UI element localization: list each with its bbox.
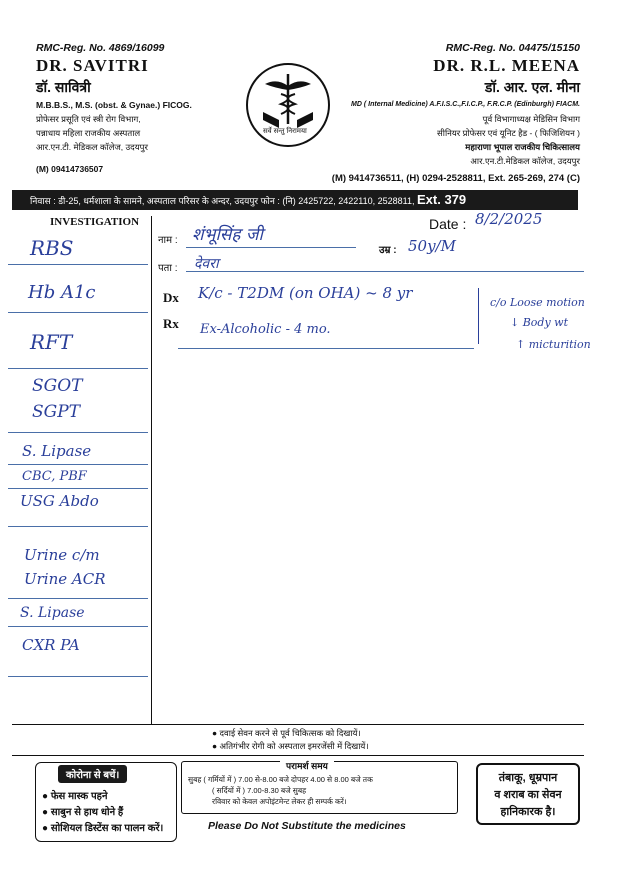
investigation-item: RBS — [30, 236, 74, 260]
patient-name: शंभूसिंह जी — [192, 225, 263, 245]
logo-motto: सर्वे सन्तु निरामया — [263, 128, 307, 135]
tobacco-line: व शराब का सेवन — [494, 789, 562, 801]
tobacco-text — [478, 765, 578, 821]
address-bar — [12, 190, 578, 210]
left-doctor-name: DR. SAVITRI — [36, 56, 149, 75]
address-text: निवास : डी-25, धर्मशाला के सामने, अस्पताल परिसर के अन्दर, उदयपुर फोन : (नि) 2425722, 2422110, 2528811, — [30, 196, 415, 206]
investigation-item: CXR PA — [22, 636, 80, 654]
investigation-rule — [8, 526, 148, 527]
name-underline — [186, 247, 356, 248]
no-substitute-note: Please Do Not Substitute the medicines — [208, 820, 406, 832]
corona-item: ● फेस मास्क पहने — [42, 791, 108, 802]
consult-line: रविवार को केवल अपोइंटमेन्ट लेकर ही सम्पर्क करें। — [212, 797, 347, 806]
investigation-item: Hb A1c — [28, 282, 96, 303]
corona-list — [42, 789, 163, 837]
tobacco-line: तंबाकू, धूम्रपान — [498, 772, 558, 784]
diagnosis-line: K/c - T2DM (on OHA) ~ 8 yr — [198, 284, 413, 302]
investigation-rule — [8, 432, 148, 433]
investigation-rule — [8, 598, 148, 599]
left-doctor-name-hindi: डॉ. सावित्री — [36, 79, 91, 95]
visit-date: 8/2/2025 — [475, 210, 543, 228]
right-doctor-name-hindi: डॉ. आर. एल. मीना — [484, 79, 580, 95]
left-doctor-line1: प्रोफेसर प्रसूति एवं स्त्री रोग विभाग, — [36, 114, 141, 124]
tobacco-line: हानिकारक है। — [500, 806, 556, 818]
right-doctor-degrees: MD ( Internal Medicine) A.F.I.S.C.,F.I.C.P., F.R.C.P. (Edinburgh) FIACM. — [351, 101, 580, 108]
footer-separator — [12, 724, 584, 725]
note-show-doctor-text: दवाई सेवन करने से पूर्व चिकित्सक को दिखायें। — [219, 728, 361, 738]
right-doctor-phones: (M) 9414736511, (H) 0294-2528811, Ext. 265-269, 274 (C) — [331, 173, 580, 184]
right-doctor-name: DR. R.L. MEENA — [433, 56, 580, 75]
right-reg-number: RMC-Reg. No. 04475/15150 — [445, 42, 580, 54]
consult-lines — [188, 774, 373, 807]
patient-address: देवरा — [194, 256, 219, 272]
complaint-bracket — [478, 288, 479, 344]
date-label: Date : — [429, 216, 467, 232]
investigation-rule — [8, 464, 148, 465]
investigation-rule — [8, 368, 148, 369]
age-label: उम्र : — [379, 245, 397, 256]
investigation-item: CBC, PBF — [22, 469, 87, 484]
investigation-item: S. Lipase — [20, 605, 85, 621]
investigation-rule — [8, 264, 148, 265]
note-emergency: ● अतिगंभीर रोगी को अस्पताल इमरजेंसी में दिखायें। — [212, 741, 369, 751]
right-doctor-line1: पूर्व विभागाध्यक्ष मेडिसिन विभाग — [482, 114, 580, 124]
right-doctor-line4: आर.एन.टी.मेडिकल कॉलेज, उदयपुर — [470, 156, 580, 166]
consult-title: परामर्श समय — [280, 759, 334, 772]
investigation-item: SGOT — [32, 376, 83, 396]
investigation-item: S. Lipase — [22, 442, 92, 460]
rx-symbol: Rx — [163, 316, 179, 331]
investigation-heading: INVESTIGATION — [50, 216, 140, 228]
investigation-rule — [8, 626, 148, 627]
complaint-loose-motion: c/o Loose motion — [490, 296, 585, 309]
right-doctor-line3: महाराणा भूपाल राजकीय चिकित्सालय — [465, 142, 580, 152]
patient-age: 50y/M — [408, 237, 456, 255]
left-doctor-degrees: M.B.B.S., M.S. (obst. & Gynae.) FICOG. — [36, 100, 192, 110]
investigation-rule — [8, 312, 148, 313]
tobacco-warning-box — [476, 763, 580, 825]
investigation-rule — [8, 676, 148, 677]
consultation-timing-box — [181, 761, 458, 814]
column-divider — [151, 216, 152, 724]
left-doctor-line3: आर.एन.टी. मेडिकल कॉलेज, उदयपुर — [36, 142, 148, 152]
dx-symbol: Dx — [163, 290, 179, 305]
consult-line: सुबह ( गर्मियों में ) 7.00 से-8.00 बजे दोपहर 4.00 से 8.00 बजे तक — [188, 775, 373, 784]
investigation-item: Urine ACR — [24, 570, 106, 588]
right-doctor-line2: सीनियर प्रोफेसर एवं यूनिट हैड - ( फिजिशियन ) — [437, 128, 580, 138]
left-doctor-mobile: (M) 09414736507 — [36, 164, 104, 174]
consult-line: ( सर्दियों में ) 7.00-8.30 बजे सुबह — [212, 786, 307, 795]
corona-title: कोरोना से बचें। — [58, 765, 127, 783]
name-label: नाम : — [158, 235, 178, 246]
address-ext: Ext. 379 — [417, 192, 467, 207]
complaint-body-weight: ↓ Body wt — [510, 316, 569, 329]
investigation-item: RFT — [30, 330, 73, 354]
investigation-rule — [8, 488, 148, 489]
left-doctor-line2: पन्नाधाय महिला राजकीय अस्पताल — [36, 128, 141, 138]
footer-separator — [12, 755, 584, 756]
address-label: पता : — [158, 263, 178, 274]
investigation-item: SGPT — [32, 402, 81, 422]
complaint-micturition: ↑ micturition — [516, 338, 591, 351]
investigation-item: USG Abdo — [20, 492, 99, 510]
corona-item: ● साबुन से हाथ धोने हैं — [42, 807, 124, 818]
corona-item: ● सोशियल डिस्टेंस का पालन करें। — [42, 823, 164, 834]
rx-underline — [178, 348, 474, 349]
history-line: Ex-Alcoholic - 4 mo. — [200, 322, 331, 337]
left-reg-number: RMC-Reg. No. 4869/16099 — [36, 42, 165, 54]
note-show-doctor: ● दवाई सेवन करने से पूर्व चिकित्सक को दिखायें। — [212, 728, 361, 738]
investigation-item: Urine c/m — [24, 546, 100, 564]
address-underline — [186, 271, 584, 272]
note-emergency-text: अतिगंभीर रोगी को अस्पताल इमरजेंसी में दिखायें। — [219, 741, 369, 751]
corona-advice-box — [35, 762, 177, 842]
medical-caduceus-logo — [245, 62, 331, 148]
